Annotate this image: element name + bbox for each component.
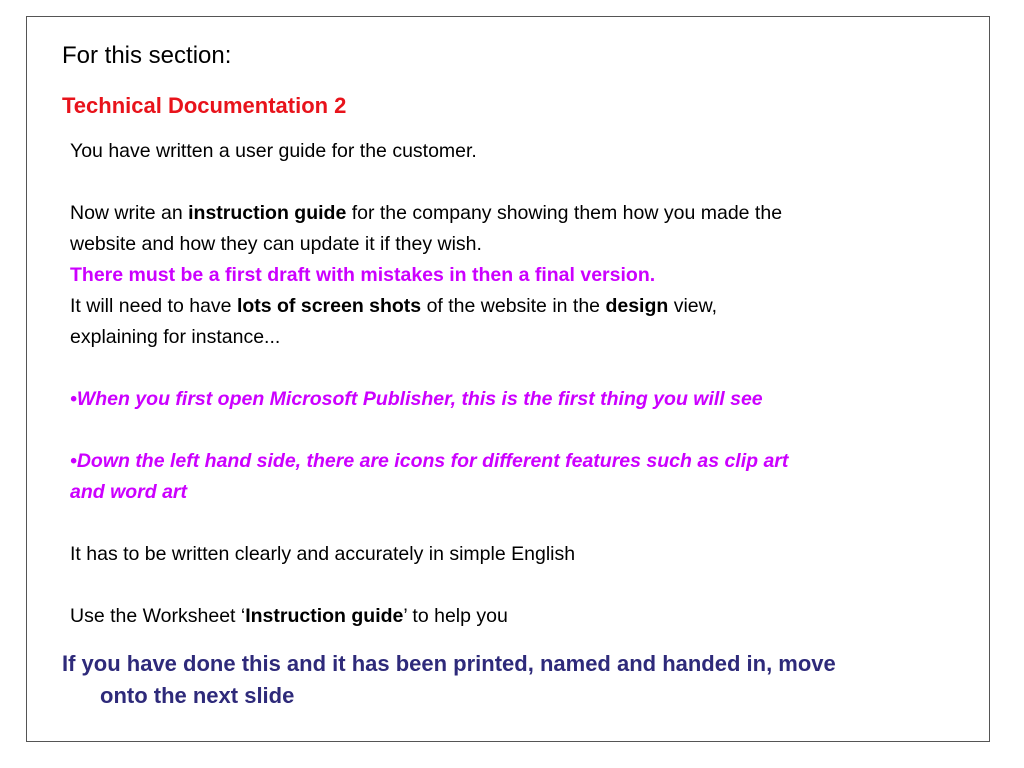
text-span: Use the Worksheet ‘ — [70, 605, 246, 627]
bullet-text: Down the left hand side, there are icons for different features such as clip art — [76, 450, 789, 472]
bullet-item — [70, 446, 950, 477]
bullet-marker: • — [70, 450, 77, 472]
text-span: Now write an — [70, 202, 189, 224]
screenshots-line-1 — [70, 291, 950, 322]
spacer — [70, 167, 950, 198]
spacer — [70, 353, 950, 384]
spacer — [70, 570, 950, 601]
worksheet-name-emphasis: Instruction guide — [245, 605, 404, 627]
text-span: view, — [668, 295, 718, 317]
instruction-line-2: website and how they can update it if they wish. — [70, 233, 482, 255]
footer-line-2: onto the next slide — [100, 683, 295, 708]
draft-note: There must be a first draft with mistakes in then a final version. — [70, 264, 656, 286]
user-guide-line: You have written a user guide for the customer. — [70, 140, 477, 162]
instruction-line-1 — [70, 198, 950, 229]
worksheet-line — [70, 601, 950, 632]
section-title: Technical Documentation 2 — [62, 93, 347, 118]
bullet-item-continuation: and word art — [70, 481, 188, 503]
bullet-marker: • — [70, 388, 77, 410]
body-text — [70, 136, 950, 632]
text-span: for the company showing them how you made the — [346, 202, 783, 224]
section-intro: For this section: — [62, 42, 232, 69]
text-span: of the website in the — [421, 295, 606, 317]
screenshots-line-2: explaining for instance... — [70, 326, 281, 348]
clarity-note: It has to be written clearly and accurately in simple English — [70, 543, 576, 565]
instruction-guide-emphasis: instruction guide — [188, 202, 347, 224]
footer-line-1: If you have done this and it has been printed, named and handed in, move — [62, 651, 836, 676]
bullet-text: When you first open Microsoft Publisher, this is the first thing you will see — [76, 388, 763, 410]
spacer — [70, 415, 950, 446]
design-emphasis: design — [605, 295, 669, 317]
text-span: ’ to help you — [403, 605, 508, 627]
footer-note — [62, 648, 962, 712]
text-span: It will need to have — [70, 295, 237, 317]
bullet-item — [70, 384, 950, 415]
spacer — [70, 508, 950, 539]
screen-shots-emphasis: lots of screen shots — [236, 295, 422, 317]
